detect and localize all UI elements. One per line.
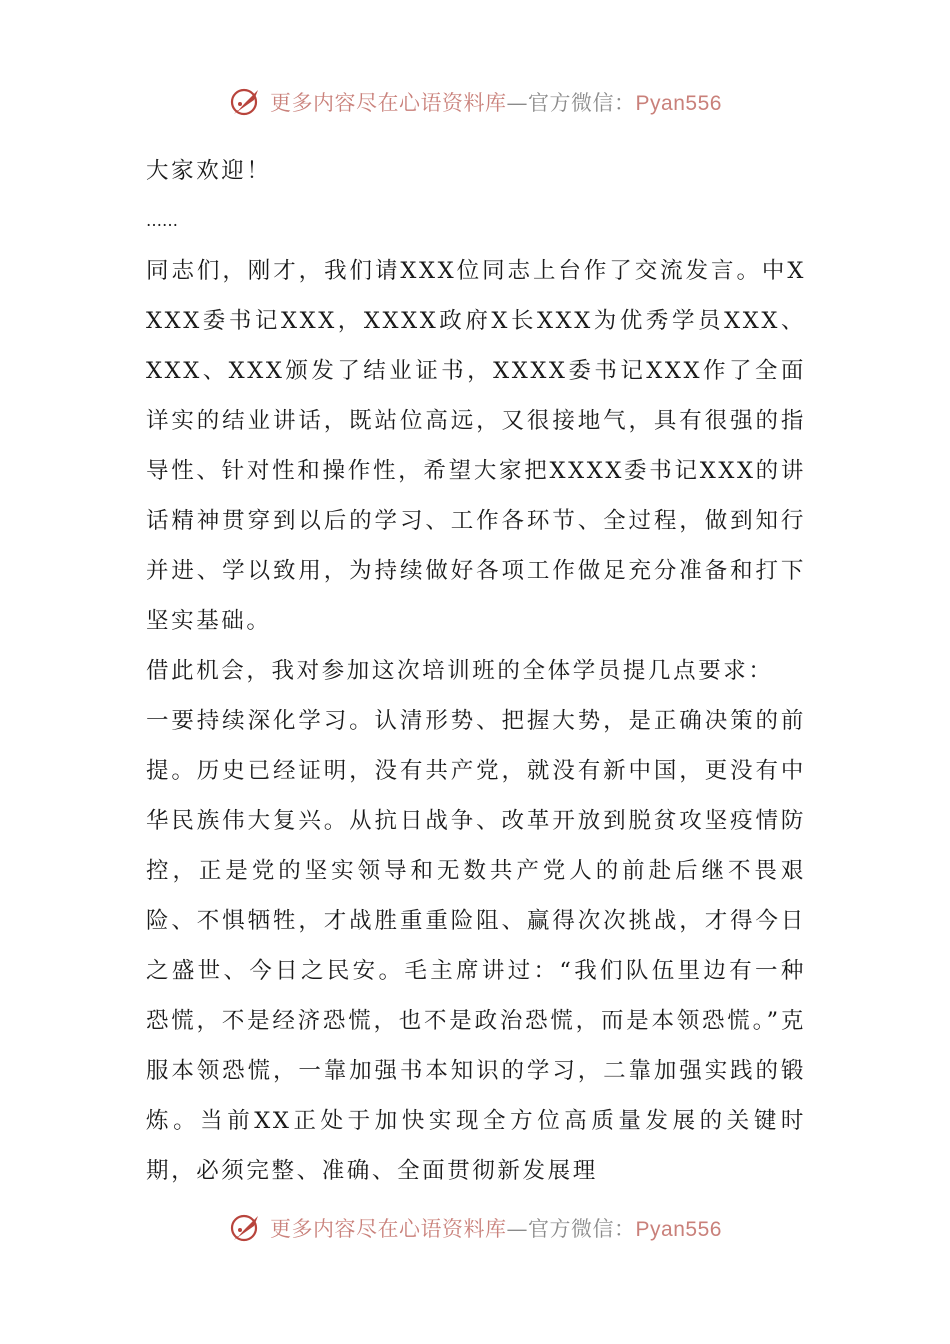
quill-logo-icon [228, 84, 264, 120]
paragraph-requirements-intro: 借此机会，我对参加这次培训班的全体学员提几点要求： [146, 658, 774, 684]
paragraph-requirement-one: 一要持续深化学习。认清形势、把握大势，是正确决策的前提。历史已经证明，没有共产党，就没有新中国，更没有中华民族伟大复兴。从抗日战争、改革开放到脱贫攻坚疫情防控，正是党的坚实领导和无数共产党人的前赴后继不畏艰险、不惧牺牲，才战胜重重险阻、赢得次次挑战，才得今日之盛世、今日之民安。毛主席讲过：“我们队伍里边有一种恐慌，不是经济恐慌，也不是政治恐慌，而是本领恐慌。”克服本领恐慌，一靠加强书本知识的学习，二靠加强实践的锻炼。当前XX正处于加快实现全方位高质量发展的关键时期，必须完整、准确、全面贯彻新发展理 [146, 708, 806, 1184]
paragraph-greeting: 大家欢迎！ [146, 158, 272, 184]
watermark-header [0, 84, 950, 120]
document-body [146, 146, 806, 1196]
watermark-text: 更多内容尽在心语资料库—官方微信：Pyan556 [270, 1217, 722, 1241]
quill-logo-icon [228, 1210, 264, 1246]
paragraph-summary: 同志们，刚才，我们请XXX位同志上台作了交流发言。中XXXX委书记XXX，XXXX政府X长XXX为优秀学员XXX、XXX、XXX颁发了结业证书，XXXX委书记XXX作了全面详实的结业讲话，既站位高远，又很接地气，具有很强的指导性、针对性和操作性，希望大家把XXXX委书记XXX的讲话精神贯穿到以后的学习、工作各环节、全过程，做到知行并进、学以致用，为持续做好各项工作做足充分准备和打下坚实基础。 [146, 258, 806, 634]
watermark-text: 更多内容尽在心语资料库—官方微信：Pyan556 [270, 91, 722, 115]
paragraph-ellipsis: …… [146, 211, 178, 230]
watermark-footer [0, 1210, 950, 1246]
